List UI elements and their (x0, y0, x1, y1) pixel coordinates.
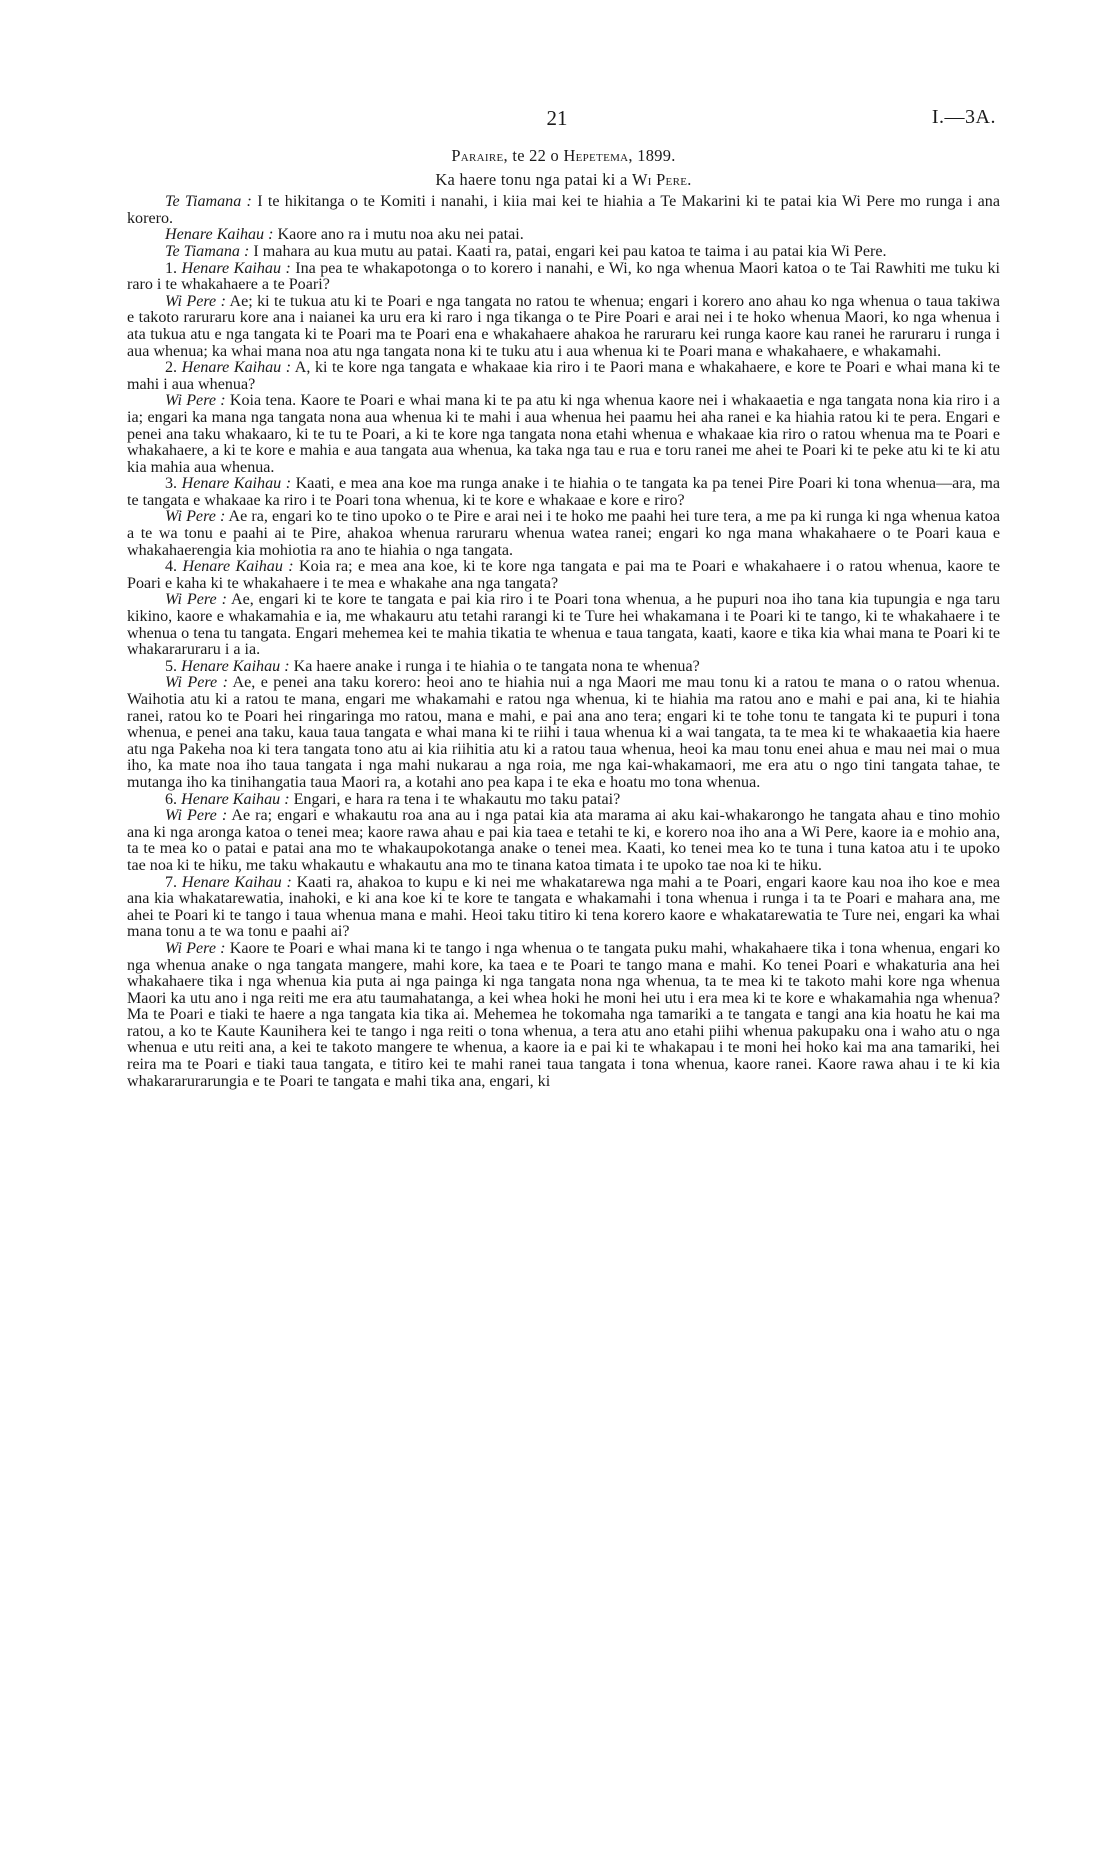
date-mid: , te 22 o (503, 146, 564, 165)
subheading-name: Wi Pere (632, 169, 688, 189)
speaker-name: Henare Kaihau : (181, 873, 292, 891)
transcript-paragraph (127, 194, 1000, 227)
transcript-paragraph (127, 808, 1000, 874)
speech-text: Kaati ra, ahakoa to kupu e ki nei me whakatarewa nga mahi a te Poari, engari kaore kau noa iho koe e mea ana kia whakatarewatia, inahoki, e ki ana koe ki te kore te tangata e whakamahi i tona whenua i runga i ta te Poari e mahara ana, me ahei te Poari ki te tango i taua whenua mana e mahi. Heoi taku titiro ki tena korero kaore e whakatarewatia te Ture nei, engari ka whai mana tonu a te wa tonu e paahi ai? (127, 873, 1001, 941)
transcript-paragraph (127, 244, 1000, 261)
speaker-name: Henare Kaihau : (165, 226, 274, 244)
speech-text: Ae, engari ki te kore te tangata e pai kia riro i te Poari tona whenua, a he pupuri noa iho tana kia tupungia e nga taru kikino, kaore e whakamahia e ia, me whakauru atu tetahi rarangi ki te Ture hei whakamana i te Poari ki te tango, ki te whakahaere i te whenua o tena tu tangata. Engari mehemea kei te mahia tikatia te whenua e taua tangata, kaati, kaore e tika kia whai mana te Poari ki te whakararuraru i a ia. (127, 591, 1000, 659)
speaker-name: Wi Pere : (165, 807, 228, 825)
speech-text: Kaore ano ra i mutu noa aku nei patai. (273, 226, 524, 244)
speech-text: Kaati, e mea ana koe ma runga anake i te hiahia o te tangata ka pa tenei Pire Poari ki tona whenua—ara, ma te tangata e whakaae ka riro i te Poari tona whenua, ki te kore e whakaae e kore e riro? (127, 475, 1000, 509)
subheading-text: Ka haere tonu nga patai ki a (435, 169, 632, 189)
speaker-name: Henare Kaihau : (181, 790, 290, 808)
speech-text: Kaore te Poari e whai mana ki te tango i nga whenua o te tangata puku mahi, whakahaere tika i tona whenua, engari ko nga whenua anake o nga tangata mangere, mahi kore, ka taea e te Poari te tango mana e mahi. Ko tenei Poari e whakaturia ana hei whakahaere tika i nga whenua kia puta ai nga painga ki nga tangata nona nga whenua, ta te mea ki te takoto mahi kore nga whenua Maori ka utu ano i nga reiti me era atu taumahatanga, a kei whea hoki he moni hei utu i era mea ki te kore e whakamahia nga whenua? Ma te Poari e tiaki te haere a nga tangata kia tika ai. Mehemea he tokomaha nga tamariki a te tangata e tangi ana kia hoatu he kai ma ratou, a ko te Kaute Kaunihera kei te tango i nga reiti o tona whenua, a tera atu ano etahi piihi whenua pakupaku ona i waho atu o nga whenua e utu reiti ana, a kei te takoto mangere te whenua, a kaore ia e pai ki te whakapau i te moni hei hoko kai ma ana tamariki, hei reira ma te Poari e tiaki taua tangata, e titiro kei te mahi ranei taua tangata i tona whenua, kaore ranei. Kaore rawa ahau i te ki kia whakararurarungia e te Poari te tangata e mahi tika ana, engari, ki (127, 939, 1000, 1090)
speech-text: Ae ra, engari ko te tino upoko o te Pire e arai nei i te hoko me paahi hei ture tera, a me pa ki runga ki nga whenua katoa a te wa tonu e paahi ai te Pire, ahakoa whenua raruraru whenua watea ranei; engari ko nga mana whakahaere o te Poari kaua e whakahaerengia kia mohiotia ra ano te hiahia o nga tangata. (127, 508, 1000, 559)
speech-text: Ka haere anake i runga i te hiahia o te tangata nona te whenua? (289, 657, 700, 675)
question-number: 2. (165, 359, 182, 377)
speech-text: Ae, e penei ana taku korero: heoi ano te hiahia nui a nga Maori me mau tonu ki a ratou te mana o o ratou whenua. Waihotia atu ki a ratou te mana, engari me whakamahi e ratou nga whenua, ki te hiahia ma ratou ano e mahi e pai ana, ki te hiahia ranei, ratou ko te Poari hei ringaringa mo ratou, mana e mahi, e pai ana ano tera; engari ki te tohe tonu te tangata ki te pupuri i tona whenua, e penei ana taku, kaua taua tangata e whai mana ki te riihi i taua whenua ki a wai tangata, ta te mea ki te whakaaetia kia haere atu nga Pakeha noa ki tera tangata tono atu ai kia riihitia atu ki a ratou taua whenua, heoi ka mau tonu enei ahua e mau nei mai o mua iho, ka mate noa iho taua tangata i nga mahi nukarau a nga roia, me nga kai-whakamaori, me era atu o ngo tini tangata tahae, te mutanga iho ka tinihangatia taua Maori ra, a kotahi ano pea kapa i te eka e hoatu mo tona whenua. (127, 674, 1000, 791)
speaker-name: Te Tiamana : (165, 193, 252, 211)
transcript-paragraph (127, 360, 1000, 393)
question-number: 7. (165, 873, 182, 891)
document-reference: I.—3A. (931, 106, 996, 128)
page-number: 21 (546, 106, 568, 130)
date-year: , 1899. (628, 146, 676, 165)
speaker-name: Henare Kaihau : (181, 259, 291, 277)
speaker-name: Henare Kaihau : (181, 657, 290, 675)
speech-text: Koia ra; e mea ana koe, ki te kore nga tangata e pai ma te Poari e whakahaere i o ratou whenua, kaore te Poari e kaha ki te whakahaere i te mea e whakahe ana nga tangata? (127, 558, 1001, 592)
transcript-paragraph (127, 792, 1000, 809)
speaker-name: Wi Pere : (165, 674, 228, 692)
date-day: Paraire (451, 146, 504, 165)
speech-text: Ina pea te whakapotonga o to korero i nanahi, e Wi, ko nga whenua Maori katoa o te Tai Rawhiti me tuku ki raro i te whakahaere a te Poari? (127, 259, 1001, 294)
speaker-name: Wi Pere : (165, 508, 226, 526)
speech-text: I te hikitanga o te Komiti i nanahi, i kiia mai kei te hiahia a Te Makarini ki te patai kia Wi Pere mo runga i ana korero. (127, 193, 1000, 227)
date-month: Hepetema (563, 146, 629, 165)
speaker-name: Wi Pere : (165, 392, 226, 410)
speaker-name: Wi Pere : (165, 939, 226, 957)
transcript-paragraph (127, 294, 1000, 360)
speech-text: A, ki te kore nga tangata e whakaae kia riro i te Paori mana e whakahaere, e kore te Poari e whai mana ki te mahi i aua whenua? (127, 359, 1000, 393)
speaker-name: Henare Kaihau : (181, 475, 292, 493)
question-number: 5. (165, 657, 182, 675)
question-number: 3. (165, 475, 182, 493)
speaker-name: Henare Kaihau : (182, 558, 294, 576)
transcript-paragraph (127, 875, 1000, 941)
transcript-paragraph (127, 227, 1000, 244)
transcript-paragraph (127, 941, 1000, 1090)
date-heading (127, 148, 1000, 165)
transcript-paragraph (127, 592, 1000, 658)
speech-text: Engari, e hara ra tena i te whakautu mo taku patai? (289, 790, 621, 808)
speaker-name: Henare Kaihau : (181, 359, 292, 377)
speaker-name: Te Tiamana : (165, 242, 250, 260)
speech-text: Ae; ki te tukua atu ki te Poari e nga tangata no ratou te whenua; engari i korero ano ahau ko nga whenua o taua takiwa e takoto raruraru kore ana i naianei ka uru era ki raro i nga tikanga o te Pire Poari e arai nei i te hoko whenua Maori, ko nga whenua i ata tukua atu e nga tangata ki te Poari ma te Poari ena e whakahaere ahakoa he raruraru kei runga kaore kau ranei he raruraru i runga i aua whenua; ka whai mana noa atu nga tangata nona ki te tuku atu i aua whenua ki te Poari mana e whakahaere, e whakamahi. (127, 292, 1000, 360)
transcript-paragraph (127, 261, 1000, 294)
speech-text: I mahara au kua mutu au patai. Kaati ra, patai, engari kei pau katoa te taima i au patai kia Wi Pere. (249, 242, 887, 260)
transcript-paragraph (127, 476, 1000, 509)
transcript-paragraphs (127, 194, 1000, 1090)
transcript-paragraph (127, 675, 1000, 791)
question-number: 1. (165, 259, 182, 277)
transcript-paragraph (127, 659, 1000, 676)
transcript-paragraph (127, 509, 1000, 559)
subheading-end: . (687, 169, 692, 189)
question-number: 4. (165, 558, 183, 576)
speech-text: Ae ra; engari e whakautu roa ana au i nga patai kia ata marama ai aku kai-whakarongo he tangata ahau e tino mohio ana ki nga aronga katoa o tenei mea; kaore rawa ahau e pai kia taea e tetahi te ki, e korero noa iho ana a Wi Pere, kaore ia e mohio ana, ta te mea ko o patai e patai ana mo te whakaupokotanga anake o tenei mea. Kaati, ko tenei mea ko te tuna i tuna katoa atu i te upoko tae noa ki te hiku, me taku whakautu e whakautu ana mo te tinana katoa timata i te upoko tae noa ki te hiku. (127, 807, 1000, 874)
speech-text: Koia tena. Kaore te Poari e whai mana ki te pa atu ki nga whenua kaore nei i whakaaetia e nga tangata nona kia riro i a ia; engari ka mana nga tangata nona aua whenua ki te mahi i aua whenua hei paamu hei aha ranei e ka hiahia ratou ki te pera. Engari e penei ana taku whakaaro, ki te tu te Poari, a ki te kore nga tangata nona etahi whenua e whakaae kia riro o ratou whenua ma te Poari e whakahaere, a ki te kore e mahia e aua tangata aua whenua, ka taka nga tau e rua e toru ranei me ahei te Poari ki te peke atu ki te ki atu kia mahia aua whenua. (127, 392, 1000, 476)
transcript-paragraph (127, 559, 1000, 592)
speaker-name: Wi Pere : (165, 591, 227, 609)
transcript-paragraph (127, 393, 1000, 476)
subheading (127, 169, 1000, 189)
speaker-name: Wi Pere : (165, 292, 226, 310)
body-text (127, 148, 1000, 1090)
question-number: 6. (165, 790, 182, 808)
